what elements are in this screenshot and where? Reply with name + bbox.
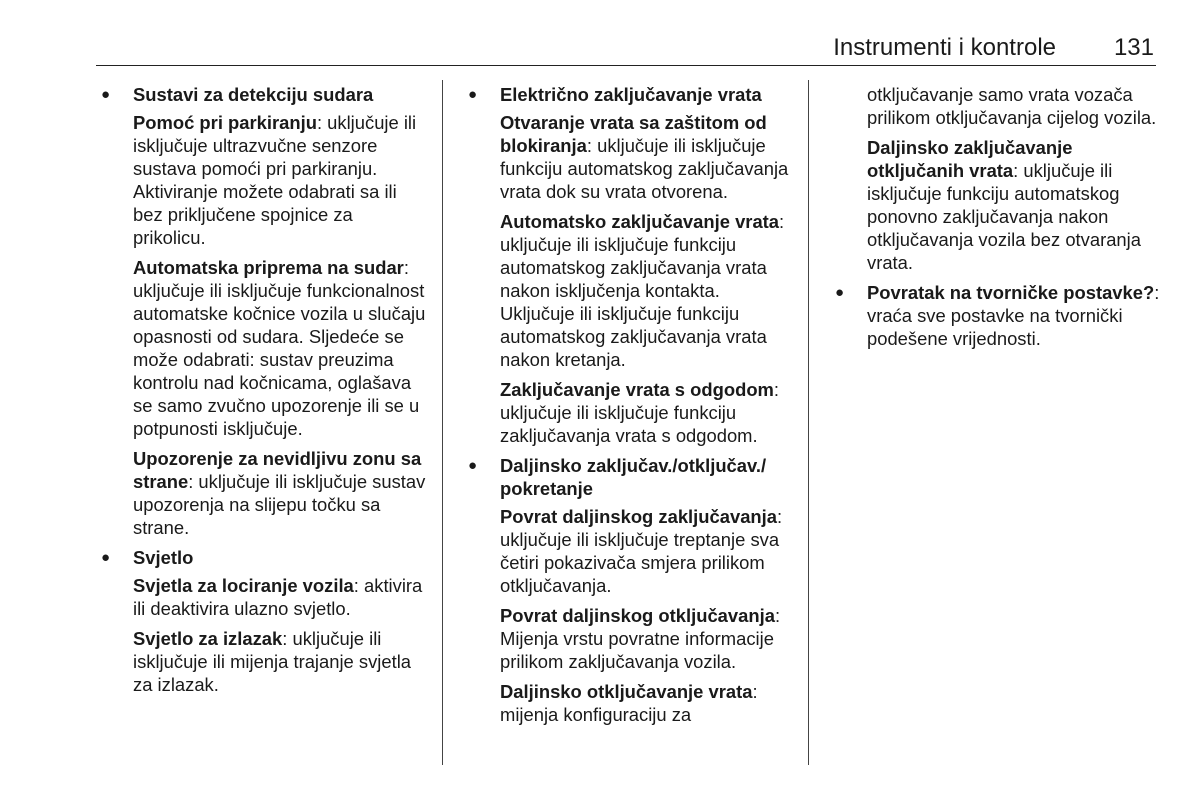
description: : Mijenja vrstu povratne informacije prilikom zaključavanja vozila.: [500, 605, 781, 672]
column-divider: [442, 80, 443, 765]
continued-section: [834, 83, 1164, 274]
term: Zaključavanje vrata s odgodom: [500, 379, 774, 400]
term: Daljinsko zaključavanje otključanih vrata: [867, 137, 1073, 181]
paragraph: [133, 447, 430, 539]
term: Daljinsko otključavanje vrata: [500, 681, 753, 702]
term: Povrat daljinskog zaključavanja: [500, 506, 777, 527]
bullet-item: [467, 454, 797, 726]
bullet-item: [100, 83, 430, 539]
paragraph: [500, 210, 797, 371]
paragraph: [500, 604, 797, 673]
description: : uključuje ili isključuje funkciju automatskog zaključavanja vrata dok su vrata otvorena.: [500, 135, 789, 202]
bullet-title: ● Daljinsko zaključav./otključav./ pokretanje: [500, 455, 767, 499]
term: Automatsko zaključavanje vrata: [500, 211, 780, 232]
term: Otvaranje vrata sa zaštitom od blokiranja: [500, 112, 767, 156]
paragraph: [867, 136, 1164, 274]
description: : uključuje ili isključuje ili mijenja trajanje svjetla za izlazak.: [133, 628, 412, 695]
description: : uključuje ili isključuje ultrazvučne senzore sustava pomoći pri parkiranju. Aktiviranje možete odabrati sa ili bez priključene spojnice za prikolicu.: [133, 112, 417, 248]
bullet-title: ● Električno zaključavanje vrata: [500, 84, 762, 105]
column-3: [834, 83, 1164, 357]
description: : aktivira ili deaktivira ulazno svjetlo.: [133, 575, 423, 619]
header-title: Instrumenti i kontrole: [833, 34, 1056, 61]
bullet-item: [100, 546, 430, 696]
paragraph: [500, 505, 797, 597]
paragraph: [500, 378, 797, 447]
paragraph: [500, 680, 797, 726]
column-1: [100, 83, 430, 703]
bullet-item: [834, 281, 1164, 350]
description: : uključuje ili isključuje sustav upozorenja na slijepu točku sa strane.: [133, 471, 426, 538]
page-header: [96, 28, 1156, 66]
paragraph: otključavanje samo vrata vozača prilikom otključavanja cijelog vozila.: [867, 84, 1157, 128]
description: : uključuje ili isključuje funkciju automatskog ponovno zaključavanja nakon otključavanja vozila bez otvaranja vrata.: [867, 160, 1141, 273]
column-2: [467, 83, 797, 733]
bullet-item: [467, 83, 797, 447]
term: Povratak na tvorničke postavke?: [867, 282, 1155, 303]
term: Svjetlo za izlazak: [133, 628, 283, 649]
paragraph: [133, 111, 430, 249]
term: Automatska priprema na sudar: [133, 257, 404, 278]
column-divider: [808, 80, 809, 765]
page-number: 131: [1113, 34, 1154, 61]
bullet-title: ● Svjetlo: [133, 547, 194, 568]
description: : vraća sve postavke na tvornički podešene vrijednosti.: [867, 282, 1160, 349]
description: : mijenja konfiguraciju za: [500, 681, 758, 725]
description: : uključuje ili isključuje funkciju automatskog zaključavanja vrata nakon isključenja kontakta. Uključuje ili isključuje funkciju automatskog zaključavanja vrata nakon kretanja.: [500, 211, 785, 370]
paragraph: [867, 281, 1164, 350]
term: Povrat daljinskog otključavanja: [500, 605, 775, 626]
description: : uključuje ili isključuje treptanje sva četiri pokazivača smjera prilikom otključavanja.: [500, 506, 783, 596]
paragraph: [133, 627, 430, 696]
description: : uključuje ili isključuje funkcionalnost automatske kočnice vozila u slučaju opasnosti od sudara. Sljedeće se može odabrati: sustav preuzima kontrolu nad kočnicama, oglašava se samo zvučno upozorenje ili se u potpunosti isključuje.: [133, 257, 426, 439]
paragraph: [133, 574, 430, 620]
paragraph: [500, 111, 797, 203]
term: Upozorenje za nevidljivu zonu sa strane: [133, 448, 422, 492]
paragraph: [133, 256, 430, 440]
description: : uključuje ili isključuje funkciju zaključavanja vrata s odgodom.: [500, 379, 780, 446]
bullet-title: ● Sustavi za detekciju sudara: [133, 84, 374, 105]
term: Svjetla za lociranje vozila: [133, 575, 354, 596]
term: Pomoć pri parkiranju: [133, 112, 317, 133]
